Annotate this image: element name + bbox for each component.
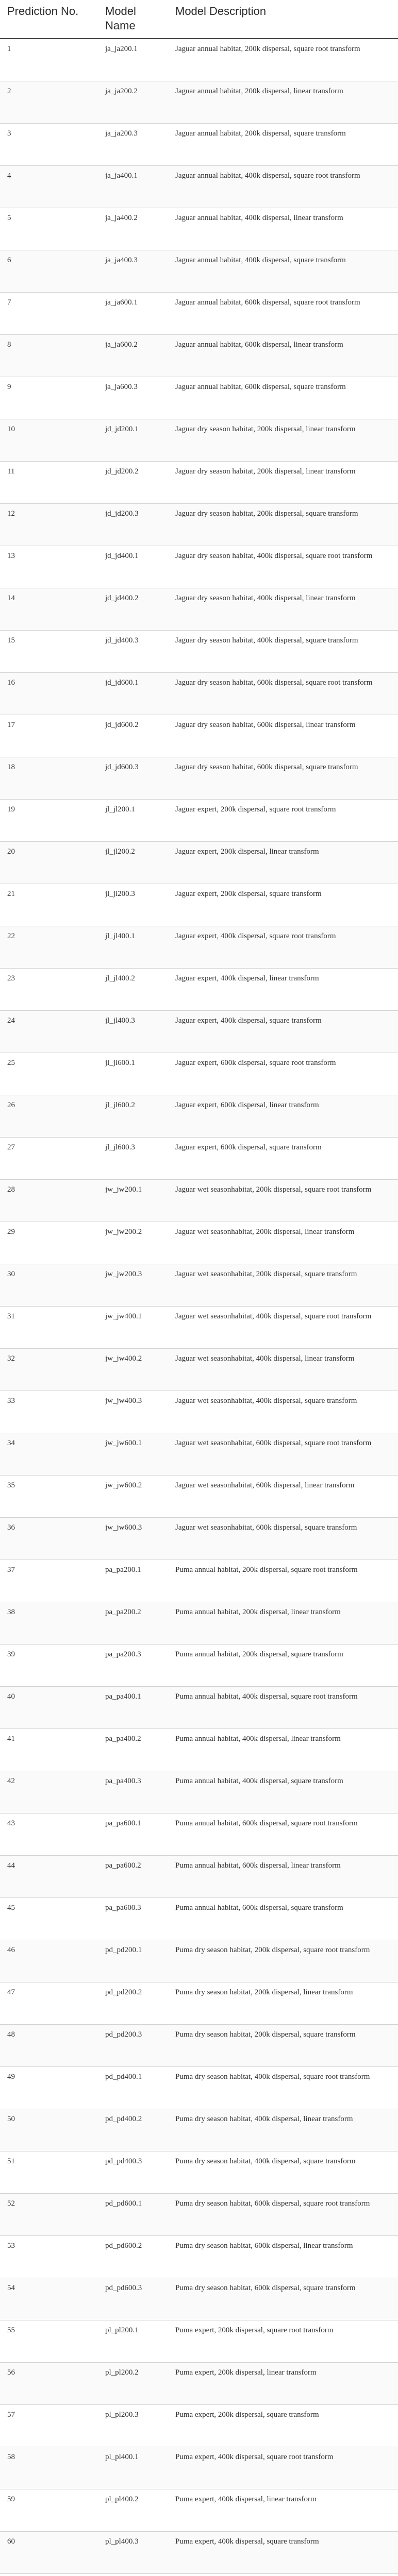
model-name-cell: jl_jl400.3 xyxy=(98,1010,168,1053)
model-description-cell: Jaguar annual habitat, 400k dispersal, linear transform xyxy=(168,208,398,250)
model-description-cell: Puma expert, 400k dispersal, square root transform xyxy=(168,2447,398,2489)
prediction-no-cell: 10 xyxy=(0,419,98,461)
prediction-no-cell: 5 xyxy=(0,208,98,250)
table-row xyxy=(0,81,398,123)
model-description-cell: Jaguar wet seasonhabitat, 400k dispersal, linear transform xyxy=(168,1348,398,1391)
model-description-cell: Jaguar wet seasonhabitat, 200k dispersal, square root transform xyxy=(168,1179,398,1222)
model-description-cell: Jaguar annual habitat, 600k dispersal, linear transform xyxy=(168,334,398,377)
model-description-cell: Puma expert, 200k dispersal, square root transform xyxy=(168,2320,398,2362)
table-row xyxy=(0,672,398,715)
model-name-cell: pa_pa200.1 xyxy=(98,1560,168,1602)
model-name-cell: pa_pa400.3 xyxy=(98,1771,168,1813)
model-name-cell: pd_pd200.1 xyxy=(98,1940,168,1982)
model-description-cell: Puma dry season habitat, 200k dispersal, square transform xyxy=(168,2024,398,2066)
model-description-cell: Puma expert, 200k dispersal, linear transform xyxy=(168,2362,398,2404)
table-row xyxy=(0,1855,398,1897)
model-description-cell: Puma dry season habitat, 600k dispersal, square root transform xyxy=(168,2193,398,2235)
prediction-no-cell: 52 xyxy=(0,2193,98,2235)
model-description-cell: Jaguar wet seasonhabitat, 600k dispersal, square root transform xyxy=(168,1433,398,1475)
table-row xyxy=(0,419,398,461)
table-row xyxy=(0,546,398,588)
model-name-cell: pa_pa600.2 xyxy=(98,1855,168,1897)
prediction-no-cell: 27 xyxy=(0,1137,98,1179)
table-row xyxy=(0,2066,398,2109)
model-name-cell: jd_jd600.1 xyxy=(98,672,168,715)
model-name-cell: ja_ja400.2 xyxy=(98,208,168,250)
table-row xyxy=(0,2447,398,2489)
table-row xyxy=(0,1940,398,1982)
model-name-cell: jw_jw400.1 xyxy=(98,1306,168,1348)
prediction-no-cell: 16 xyxy=(0,672,98,715)
model-description-cell: Jaguar wet seasonhabitat, 600k dispersal, linear transform xyxy=(168,1475,398,1517)
prediction-no-cell: 7 xyxy=(0,292,98,334)
table-row xyxy=(0,2489,398,2531)
model-description-cell: Jaguar expert, 600k dispersal, square root transform xyxy=(168,1053,398,1095)
prediction-no-cell: 44 xyxy=(0,1855,98,1897)
model-name-cell: jw_jw600.3 xyxy=(98,1517,168,1560)
model-name-cell: jd_jd200.3 xyxy=(98,503,168,546)
table-row xyxy=(0,1475,398,1517)
model-description-cell: Jaguar annual habitat, 200k dispersal, square root transform xyxy=(168,39,398,81)
model-description-cell: Jaguar dry season habitat, 400k dispersal, square root transform xyxy=(168,546,398,588)
header-row xyxy=(0,0,398,39)
table-row xyxy=(0,292,398,334)
model-name-cell: jd_jd600.2 xyxy=(98,715,168,757)
model-description-cell: Puma dry season habitat, 200k dispersal, square root transform xyxy=(168,1940,398,1982)
prediction-no-cell: 11 xyxy=(0,461,98,503)
table-row xyxy=(0,1179,398,1222)
table-row xyxy=(0,1897,398,1940)
model-description-cell: Jaguar expert, 200k dispersal, linear transform xyxy=(168,841,398,884)
model-description-cell: Puma annual habitat, 400k dispersal, square root transform xyxy=(168,1686,398,1728)
model-name-cell: jw_jw600.2 xyxy=(98,1475,168,1517)
model-name-cell: jl_jl400.2 xyxy=(98,968,168,1010)
table-row xyxy=(0,165,398,208)
header-model-name: Model Name xyxy=(98,0,168,39)
prediction-no-cell: 18 xyxy=(0,757,98,799)
model-name-cell: pl_pl400.3 xyxy=(98,2531,168,2573)
prediction-no-cell: 55 xyxy=(0,2320,98,2362)
prediction-no-cell: 43 xyxy=(0,1813,98,1855)
table-row xyxy=(0,1391,398,1433)
model-description-cell: Jaguar dry season habitat, 400k dispersal, linear transform xyxy=(168,588,398,630)
model-name-cell: pd_pd400.1 xyxy=(98,2066,168,2109)
table-row xyxy=(0,1137,398,1179)
prediction-no-cell: 34 xyxy=(0,1433,98,1475)
prediction-no-cell: 40 xyxy=(0,1686,98,1728)
prediction-no-cell: 24 xyxy=(0,1010,98,1053)
model-name-cell: ja_ja400.1 xyxy=(98,165,168,208)
model-name-cell: pl_pl200.3 xyxy=(98,2404,168,2447)
table-row xyxy=(0,2320,398,2362)
table-row xyxy=(0,1306,398,1348)
prediction-no-cell: 47 xyxy=(0,1982,98,2024)
table-row xyxy=(0,1517,398,1560)
prediction-no-cell: 22 xyxy=(0,926,98,968)
prediction-no-cell: 26 xyxy=(0,1095,98,1137)
model-description-cell: Puma expert, 400k dispersal, linear transform xyxy=(168,2489,398,2531)
model-description-cell: Puma annual habitat, 400k dispersal, square transform xyxy=(168,1771,398,1813)
header-prediction-no: Prediction No. xyxy=(0,0,98,39)
model-name-cell: jl_jl200.1 xyxy=(98,799,168,841)
table-row xyxy=(0,2024,398,2066)
prediction-no-cell: 12 xyxy=(0,503,98,546)
model-name-cell: jl_jl400.1 xyxy=(98,926,168,968)
table-row xyxy=(0,1010,398,1053)
model-name-cell: ja_ja400.3 xyxy=(98,250,168,292)
model-description-cell: Puma annual habitat, 600k dispersal, square transform xyxy=(168,1897,398,1940)
model-name-cell: pd_pd400.3 xyxy=(98,2151,168,2193)
model-name-cell: pd_pd200.2 xyxy=(98,1982,168,2024)
model-description-cell: Jaguar expert, 400k dispersal, square transform xyxy=(168,1010,398,1053)
table-row xyxy=(0,1095,398,1137)
table-row xyxy=(0,1813,398,1855)
prediction-no-cell: 17 xyxy=(0,715,98,757)
model-description-cell: Jaguar wet seasonhabitat, 200k dispersal, square transform xyxy=(168,1264,398,1306)
model-name-cell: ja_ja200.1 xyxy=(98,39,168,81)
table-row xyxy=(0,2531,398,2573)
prediction-no-cell: 49 xyxy=(0,2066,98,2109)
model-description-cell: Jaguar wet seasonhabitat, 200k dispersal, linear transform xyxy=(168,1222,398,1264)
model-description-cell: Jaguar annual habitat, 200k dispersal, linear transform xyxy=(168,81,398,123)
prediction-no-cell: 56 xyxy=(0,2362,98,2404)
prediction-no-cell: 45 xyxy=(0,1897,98,1940)
model-name-cell: jw_jw600.1 xyxy=(98,1433,168,1475)
prediction-no-cell: 57 xyxy=(0,2404,98,2447)
table-row xyxy=(0,1433,398,1475)
prediction-no-cell: 39 xyxy=(0,1644,98,1686)
model-description-cell: Jaguar wet seasonhabitat, 400k dispersal, square transform xyxy=(168,1391,398,1433)
model-name-cell: jl_jl200.2 xyxy=(98,841,168,884)
table-row xyxy=(0,630,398,672)
model-name-cell: pa_pa400.1 xyxy=(98,1686,168,1728)
model-name-cell: jw_jw200.1 xyxy=(98,1179,168,1222)
header-model-description: Model Description xyxy=(168,0,398,39)
model-name-cell: ja_ja600.1 xyxy=(98,292,168,334)
model-name-cell: jw_jw400.3 xyxy=(98,1391,168,1433)
prediction-no-cell xyxy=(0,2573,98,2576)
prediction-no-cell: 53 xyxy=(0,2235,98,2278)
table-row xyxy=(0,377,398,419)
model-name-cell: jd_jd600.3 xyxy=(98,757,168,799)
table-row xyxy=(0,1728,398,1771)
prediction-no-cell: 60 xyxy=(0,2531,98,2573)
model-description-cell: Puma dry season habitat, 400k dispersal, square root transform xyxy=(168,2066,398,2109)
prediction-no-cell: 3 xyxy=(0,123,98,165)
model-description-cell: Puma annual habitat, 600k dispersal, square root transform xyxy=(168,1813,398,1855)
model-name-cell: pl_pl200.2 xyxy=(98,2362,168,2404)
model-description-cell: Jaguar dry season habitat, 200k dispersal, linear transform xyxy=(168,461,398,503)
prediction-no-cell: 37 xyxy=(0,1560,98,1602)
model-name-cell: jd_jd400.3 xyxy=(98,630,168,672)
prediction-no-cell: 25 xyxy=(0,1053,98,1095)
model-description-cell: Puma annual habitat, 200k dispersal, square root transform xyxy=(168,1560,398,1602)
model-description-cell: Puma annual habitat, 200k dispersal, linear transform xyxy=(168,1602,398,1644)
table-row xyxy=(0,2193,398,2235)
prediction-no-cell: 6 xyxy=(0,250,98,292)
prediction-no-cell: 38 xyxy=(0,1602,98,1644)
table-row xyxy=(0,715,398,757)
model-name-cell: pl_pl400.2 xyxy=(98,2489,168,2531)
table-row xyxy=(0,1602,398,1644)
model-description-cell xyxy=(168,2573,398,2576)
prediction-no-cell: 30 xyxy=(0,1264,98,1306)
model-description-cell: Jaguar annual habitat, 600k dispersal, square transform xyxy=(168,377,398,419)
table-row xyxy=(0,926,398,968)
model-name-cell: pd_pd600.1 xyxy=(98,2193,168,2235)
model-name-cell: pl_pl200.1 xyxy=(98,2320,168,2362)
prediction-no-cell: 51 xyxy=(0,2151,98,2193)
prediction-no-cell: 58 xyxy=(0,2447,98,2489)
table-row xyxy=(0,123,398,165)
model-description-cell: Puma dry season habitat, 200k dispersal, linear transform xyxy=(168,1982,398,2024)
prediction-no-cell: 35 xyxy=(0,1475,98,1517)
table-row xyxy=(0,1560,398,1602)
prediction-no-cell: 46 xyxy=(0,1940,98,1982)
prediction-no-cell: 32 xyxy=(0,1348,98,1391)
table-row xyxy=(0,841,398,884)
model-name-cell: ja_ja600.3 xyxy=(98,377,168,419)
model-description-cell: Puma annual habitat, 400k dispersal, linear transform xyxy=(168,1728,398,1771)
prediction-no-cell: 54 xyxy=(0,2278,98,2320)
prediction-no-cell: 13 xyxy=(0,546,98,588)
table-row xyxy=(0,208,398,250)
prediction-no-cell: 29 xyxy=(0,1222,98,1264)
model-name-cell: jl_jl200.3 xyxy=(98,884,168,926)
model-description-cell: Jaguar expert, 400k dispersal, square root transform xyxy=(168,926,398,968)
table-row xyxy=(0,2362,398,2404)
table-row xyxy=(0,250,398,292)
table-row xyxy=(0,2235,398,2278)
model-description-cell: Jaguar expert, 600k dispersal, linear transform xyxy=(168,1095,398,1137)
model-description-cell: Jaguar dry season habitat, 600k dispersal, square transform xyxy=(168,757,398,799)
table-row xyxy=(0,1771,398,1813)
model-description-cell: Jaguar annual habitat, 600k dispersal, square root transform xyxy=(168,292,398,334)
prediction-no-cell: 8 xyxy=(0,334,98,377)
table-row xyxy=(0,588,398,630)
table-row xyxy=(0,1053,398,1095)
model-name-cell: jw_jw200.2 xyxy=(98,1222,168,1264)
model-name-cell: ja_ja200.3 xyxy=(98,123,168,165)
table-row xyxy=(0,884,398,926)
model-description-cell: Puma expert, 400k dispersal, square transform xyxy=(168,2531,398,2573)
table-body xyxy=(0,39,398,2576)
prediction-no-cell: 4 xyxy=(0,165,98,208)
model-description-cell: Puma dry season habitat, 400k dispersal, linear transform xyxy=(168,2109,398,2151)
prediction-no-cell: 1 xyxy=(0,39,98,81)
model-description-cell: Jaguar annual habitat, 200k dispersal, square transform xyxy=(168,123,398,165)
table-row xyxy=(0,1264,398,1306)
table-row xyxy=(0,2404,398,2447)
table-row xyxy=(0,968,398,1010)
model-name-cell: jd_jd400.2 xyxy=(98,588,168,630)
model-name-cell xyxy=(98,2573,168,2576)
model-description-cell: Puma expert, 200k dispersal, square transform xyxy=(168,2404,398,2447)
prediction-no-cell: 2 xyxy=(0,81,98,123)
model-description-cell: Jaguar dry season habitat, 600k dispersal, square root transform xyxy=(168,672,398,715)
prediction-no-cell: 20 xyxy=(0,841,98,884)
table-row xyxy=(0,1644,398,1686)
model-name-cell: jd_jd200.1 xyxy=(98,419,168,461)
model-name-cell: pa_pa600.3 xyxy=(98,1897,168,1940)
table-header xyxy=(0,0,398,39)
table-row xyxy=(0,503,398,546)
table-row xyxy=(0,799,398,841)
table-row xyxy=(0,39,398,81)
prediction-no-cell: 15 xyxy=(0,630,98,672)
model-name-cell: pa_pa200.2 xyxy=(98,1602,168,1644)
model-name-cell: pd_pd600.2 xyxy=(98,2235,168,2278)
table-row xyxy=(0,757,398,799)
prediction-no-cell: 14 xyxy=(0,588,98,630)
prediction-no-cell: 48 xyxy=(0,2024,98,2066)
table-row xyxy=(0,1982,398,2024)
model-name-cell: ja_ja600.2 xyxy=(98,334,168,377)
model-name-cell: jl_jl600.2 xyxy=(98,1095,168,1137)
table-row xyxy=(0,1348,398,1391)
model-name-cell: pa_pa200.3 xyxy=(98,1644,168,1686)
prediction-no-cell: 31 xyxy=(0,1306,98,1348)
model-name-cell: jd_jd200.2 xyxy=(98,461,168,503)
model-name-cell: pd_pd600.3 xyxy=(98,2278,168,2320)
table-row xyxy=(0,2151,398,2193)
prediction-no-cell: 19 xyxy=(0,799,98,841)
prediction-no-cell: 28 xyxy=(0,1179,98,1222)
table-row xyxy=(0,1222,398,1264)
model-name-cell: ja_ja200.2 xyxy=(98,81,168,123)
model-description-cell: Jaguar wet seasonhabitat, 600k dispersal, square transform xyxy=(168,1517,398,1560)
model-name-cell: jw_jw200.3 xyxy=(98,1264,168,1306)
prediction-no-cell: 41 xyxy=(0,1728,98,1771)
model-description-cell: Jaguar dry season habitat, 400k dispersal, square transform xyxy=(168,630,398,672)
prediction-no-cell: 50 xyxy=(0,2109,98,2151)
model-description-cell: Jaguar expert, 600k dispersal, square transform xyxy=(168,1137,398,1179)
model-name-cell: jl_jl600.3 xyxy=(98,1137,168,1179)
model-description-cell: Jaguar annual habitat, 400k dispersal, square root transform xyxy=(168,165,398,208)
prediction-no-cell: 59 xyxy=(0,2489,98,2531)
model-description-cell: Puma dry season habitat, 400k dispersal, square transform xyxy=(168,2151,398,2193)
model-description-cell: Puma annual habitat, 200k dispersal, square transform xyxy=(168,1644,398,1686)
model-description-cell: Jaguar annual habitat, 400k dispersal, square transform xyxy=(168,250,398,292)
model-name-cell: pa_pa600.1 xyxy=(98,1813,168,1855)
table-row xyxy=(0,1686,398,1728)
prediction-no-cell: 9 xyxy=(0,377,98,419)
model-name-cell: pd_pd400.2 xyxy=(98,2109,168,2151)
table-row xyxy=(0,461,398,503)
model-name-cell: pl_pl400.1 xyxy=(98,2447,168,2489)
model-description-cell: Jaguar dry season habitat, 200k dispersal, linear transform xyxy=(168,419,398,461)
table-row xyxy=(0,2109,398,2151)
table-row xyxy=(0,2573,398,2576)
model-description-cell: Puma dry season habitat, 600k dispersal, linear transform xyxy=(168,2235,398,2278)
model-name-cell: jd_jd400.1 xyxy=(98,546,168,588)
model-name-cell: pa_pa400.2 xyxy=(98,1728,168,1771)
prediction-no-cell: 21 xyxy=(0,884,98,926)
model-description-cell: Jaguar dry season habitat, 600k dispersal, linear transform xyxy=(168,715,398,757)
table-row xyxy=(0,334,398,377)
model-description-cell: Puma annual habitat, 600k dispersal, linear transform xyxy=(168,1855,398,1897)
model-description-cell: Puma dry season habitat, 600k dispersal, square transform xyxy=(168,2278,398,2320)
model-name-cell: pd_pd200.3 xyxy=(98,2024,168,2066)
table-row xyxy=(0,2278,398,2320)
prediction-no-cell: 42 xyxy=(0,1771,98,1813)
model-description-cell: Jaguar dry season habitat, 200k dispersal, square transform xyxy=(168,503,398,546)
model-description-cell: Jaguar expert, 200k dispersal, square transform xyxy=(168,884,398,926)
prediction-no-cell: 33 xyxy=(0,1391,98,1433)
model-description-cell: Jaguar expert, 400k dispersal, linear transform xyxy=(168,968,398,1010)
model-name-cell: jl_jl600.1 xyxy=(98,1053,168,1095)
model-description-cell: Jaguar expert, 200k dispersal, square root transform xyxy=(168,799,398,841)
prediction-no-cell: 23 xyxy=(0,968,98,1010)
model-description-cell: Jaguar wet seasonhabitat, 400k dispersal, square root transform xyxy=(168,1306,398,1348)
prediction-no-cell: 36 xyxy=(0,1517,98,1560)
model-name-cell: jw_jw400.2 xyxy=(98,1348,168,1391)
